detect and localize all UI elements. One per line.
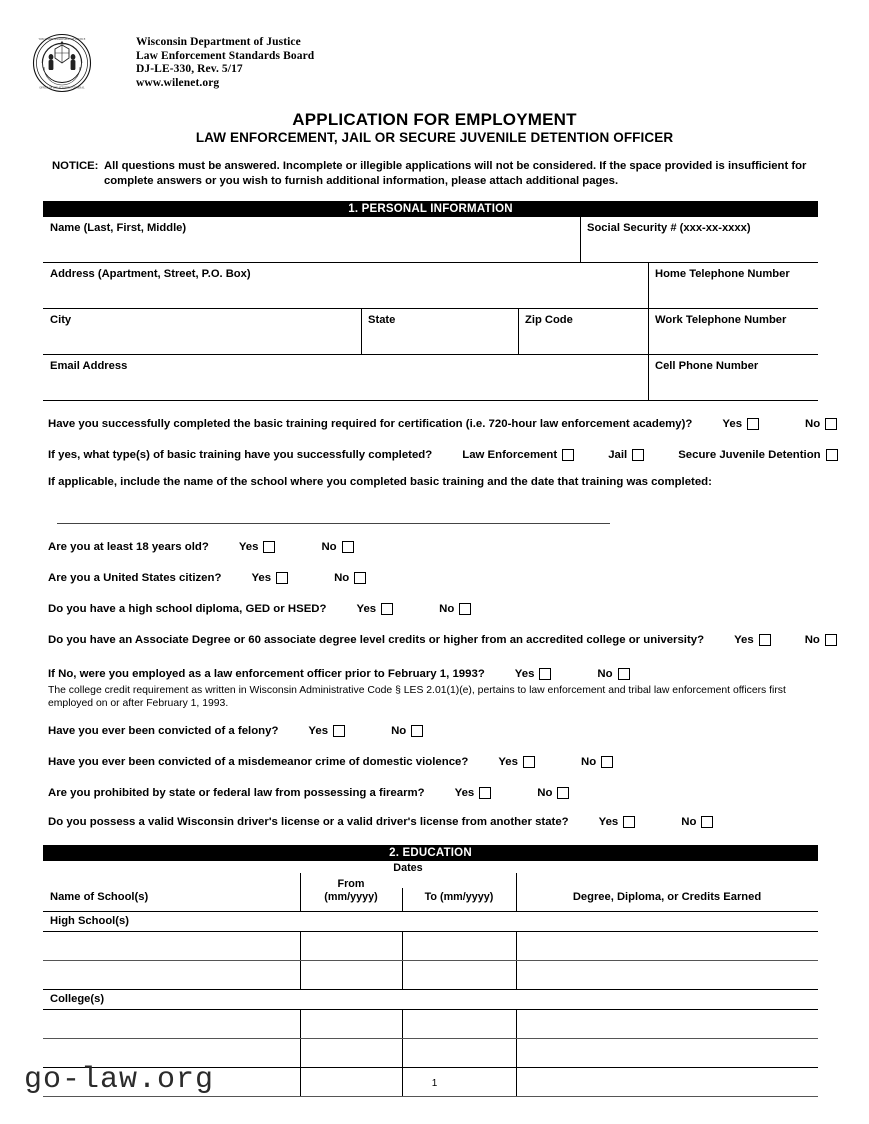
checkbox[interactable] xyxy=(342,541,354,553)
letterhead-text xyxy=(136,36,314,90)
question-felony-conviction xyxy=(48,725,423,737)
svg-text:OFFICE OF THE ATTORNEY GENERAL: OFFICE OF THE ATTORNEY GENERAL xyxy=(39,86,85,90)
checkbox[interactable] xyxy=(354,572,366,584)
column-divider xyxy=(402,888,403,912)
prior-1993-no[interactable] xyxy=(597,668,629,680)
field-name[interactable]: Name (Last, First, Middle) xyxy=(50,222,187,234)
question-label: If applicable, include the name of the school where you completed basic training and the date that training was completed: xyxy=(48,476,712,488)
us-citizen-yes[interactable] xyxy=(251,572,288,584)
training-type-jail[interactable] xyxy=(608,449,644,461)
checkbox[interactable] xyxy=(825,418,837,430)
checkbox[interactable] xyxy=(459,603,471,615)
table-row[interactable] xyxy=(43,961,818,990)
age-18-no[interactable] xyxy=(321,541,353,553)
diploma-yes[interactable] xyxy=(356,603,393,615)
diploma-no[interactable] xyxy=(439,603,471,615)
table-row xyxy=(43,355,818,401)
domestic-violence-no[interactable] xyxy=(581,756,613,768)
checkbox[interactable] xyxy=(276,572,288,584)
document-title: APPLICATION FOR EMPLOYMENT xyxy=(292,110,577,129)
us-citizen-no[interactable] xyxy=(334,572,366,584)
column-divider xyxy=(402,1039,403,1067)
felony-no[interactable] xyxy=(391,725,423,737)
no-label: No xyxy=(597,668,613,680)
question-label: Have you ever been convicted of a felony? xyxy=(48,725,279,737)
yes-label: Yes xyxy=(454,787,475,799)
yes-label: Yes xyxy=(251,572,272,584)
yes-label: Yes xyxy=(722,418,743,430)
checkbox[interactable] xyxy=(523,756,535,768)
education-group-high-school: High School(s) xyxy=(43,912,818,932)
question-domestic-violence-conviction xyxy=(48,756,613,768)
education-table-header xyxy=(43,861,818,912)
domestic-violence-yes[interactable] xyxy=(498,756,535,768)
school-name-write-line[interactable] xyxy=(57,523,610,524)
question-label: Do you have an Associate Degree or 60 associate degree level credits or higher from an accredited college or university? xyxy=(48,634,705,646)
question-label: If No, were you employed as a law enforcement officer prior to February 1, 1993? xyxy=(48,668,485,680)
checkbox[interactable] xyxy=(618,668,630,680)
college-credit-requirement-note: The college credit requirement as written in Wisconsin Administrative Code § LES 2.01(1)(e), pertains to law enforcement and tribal law enforcement officers first employed on or after February 1, 1993. xyxy=(48,685,786,709)
wisconsin-doj-seal-icon xyxy=(32,33,92,93)
checkbox[interactable] xyxy=(632,449,644,461)
firearm-yes[interactable] xyxy=(455,787,492,799)
column-divider xyxy=(300,961,301,989)
personal-information-table xyxy=(43,217,818,401)
column-divider xyxy=(402,961,403,989)
question-us-citizen xyxy=(48,572,366,584)
yes-label: Yes xyxy=(238,541,259,553)
law-enforcement-label: Law Enforcement xyxy=(462,449,558,461)
checkbox[interactable] xyxy=(557,787,569,799)
checkbox[interactable] xyxy=(411,725,423,737)
checkbox[interactable] xyxy=(825,634,837,646)
column-divider xyxy=(516,932,517,960)
section-header-education: 2. EDUCATION xyxy=(43,845,818,861)
letterhead-line-2: Law Enforcement Standards Board xyxy=(136,49,315,62)
checkbox[interactable] xyxy=(479,787,491,799)
checkbox[interactable] xyxy=(539,668,551,680)
document-subtitle: LAW ENFORCEMENT, JAIL OR SECURE JUVENILE DETENTION OFFICER xyxy=(195,130,674,145)
no-label: No xyxy=(334,572,350,584)
associate-degree-yes[interactable] xyxy=(734,634,771,646)
field-cell-phone[interactable]: Cell Phone Number xyxy=(655,360,759,372)
no-label: No xyxy=(391,725,407,737)
column-header-from xyxy=(300,878,402,904)
no-label: No xyxy=(321,541,337,553)
field-social-security[interactable]: Social Security # (xxx-xx-xxxx) xyxy=(587,222,751,234)
watermark: go-law.org xyxy=(24,1063,215,1097)
question-age-18 xyxy=(48,541,354,553)
letterhead xyxy=(32,33,314,93)
field-home-telephone[interactable]: Home Telephone Number xyxy=(655,268,790,280)
training-type-secure-juvenile-detention[interactable] xyxy=(678,449,837,461)
no-label: No xyxy=(580,756,597,768)
field-work-telephone[interactable]: Work Telephone Number xyxy=(655,314,787,326)
education-table xyxy=(43,861,818,1097)
field-email-address[interactable]: Email Address xyxy=(50,360,128,372)
no-label: No xyxy=(805,418,821,430)
page-number: 1 xyxy=(431,1078,438,1089)
checkbox[interactable] xyxy=(623,816,635,828)
column-header-to: To (mm/yyyy) xyxy=(424,891,494,903)
yes-label: Yes xyxy=(498,756,518,768)
table-row xyxy=(43,309,818,355)
question-label: Have you ever been convicted of a misdemeanor crime of domestic violence? xyxy=(48,756,469,768)
column-divider xyxy=(516,961,517,989)
from-label: From xyxy=(337,878,365,890)
field-state[interactable]: State xyxy=(368,314,396,326)
section-header-personal-information: 1. PERSONAL INFORMATION xyxy=(43,201,818,217)
question-label: Are you at least 18 years old? xyxy=(48,541,209,553)
column-divider xyxy=(402,1010,403,1038)
no-label: No xyxy=(804,634,820,646)
question-firearm-prohibition xyxy=(48,787,569,799)
question-label: Have you successfully completed the basic training required for certification (i.e. 720-hour law enforcement academy)? xyxy=(48,418,693,430)
column-divider xyxy=(516,1039,517,1067)
no-label: No xyxy=(537,787,553,799)
checkbox[interactable] xyxy=(601,756,613,768)
education-group-college: College(s) xyxy=(43,990,818,1010)
question-label: Do you possess a valid Wisconsin driver's license or a valid driver's license from another state? xyxy=(48,816,569,828)
basic-training-yes[interactable] xyxy=(722,418,759,430)
prior-1993-yes[interactable] xyxy=(515,668,552,680)
checkbox[interactable] xyxy=(759,634,771,646)
question-high-school-diploma xyxy=(48,603,471,615)
yes-label: Yes xyxy=(734,634,754,646)
question-label: If yes, what type(s) of basic training have you successfully completed? xyxy=(48,449,433,461)
secure-juvenile-detention-label: Secure Juvenile Detention xyxy=(678,449,821,461)
firearm-no[interactable] xyxy=(537,787,569,799)
field-address[interactable]: Address (Apartment, Street, P.O. Box) xyxy=(50,268,251,280)
basic-training-no[interactable] xyxy=(805,418,837,430)
table-row xyxy=(43,263,818,309)
no-label: No xyxy=(681,816,697,828)
column-divider xyxy=(402,932,403,960)
associate-degree-no[interactable] xyxy=(805,634,837,646)
drivers-license-no[interactable] xyxy=(681,816,713,828)
from-format: (mm/yyyy) xyxy=(324,891,378,903)
notice-block xyxy=(52,159,812,188)
question-associate-degree xyxy=(48,634,837,646)
checkbox[interactable] xyxy=(263,541,275,553)
column-header-dates: Dates xyxy=(393,862,423,874)
column-header-degree: Degree, Diploma, or Credits Earned xyxy=(572,891,762,903)
age-18-yes[interactable] xyxy=(239,541,276,553)
checkbox[interactable] xyxy=(333,725,345,737)
yes-label: Yes xyxy=(514,668,535,680)
jail-label: Jail xyxy=(608,449,628,461)
column-divider xyxy=(516,1010,517,1038)
question-drivers-license xyxy=(48,816,713,828)
column-divider xyxy=(300,1010,301,1038)
yes-label: Yes xyxy=(598,816,619,828)
field-city[interactable]: City xyxy=(50,314,72,326)
letterhead-line-3: DJ-LE-330, Rev. 5/17 xyxy=(136,63,243,75)
checkbox[interactable] xyxy=(562,449,574,461)
letterhead-line-1: Wisconsin Department of Justice xyxy=(136,36,301,48)
checkbox[interactable] xyxy=(381,603,393,615)
table-row[interactable] xyxy=(43,1010,818,1039)
question-basic-training xyxy=(48,418,837,430)
question-label: Are you a United States citizen? xyxy=(48,572,222,584)
column-divider xyxy=(300,932,301,960)
checkbox[interactable] xyxy=(826,449,838,461)
svg-text:WISCONSIN DEPARTMENT OF JUSTIC: WISCONSIN DEPARTMENT OF JUSTICE xyxy=(38,38,86,42)
column-divider xyxy=(516,873,517,912)
column-divider xyxy=(300,1039,301,1067)
column-header-name-of-schools: Name of School(s) xyxy=(50,891,149,903)
question-label: Are you prohibited by state or federal law from possessing a firearm? xyxy=(48,787,425,799)
question-employed-prior-1993 xyxy=(48,668,630,680)
checkbox[interactable] xyxy=(701,816,713,828)
drivers-license-yes[interactable] xyxy=(599,816,636,828)
column-divider xyxy=(300,873,301,912)
question-school-name-prompt xyxy=(48,476,718,488)
yes-label: Yes xyxy=(308,725,329,737)
training-type-law-enforcement[interactable] xyxy=(462,449,574,461)
notice-body: All questions must be answered. Incomplete or illegible applications will not be considered. If the space provided is insufficient for complete answers or you wish to furnish additional information, please attach additional pages. xyxy=(104,160,807,187)
checkbox[interactable] xyxy=(747,418,759,430)
question-training-types xyxy=(48,449,838,461)
table-row[interactable] xyxy=(43,932,818,961)
question-label: Do you have a high school diploma, GED or HSED? xyxy=(48,603,327,615)
field-zip-code[interactable]: Zip Code xyxy=(525,314,573,326)
yes-label: Yes xyxy=(356,603,377,615)
letterhead-line-4: www.wilenet.org xyxy=(136,76,220,89)
felony-yes[interactable] xyxy=(308,725,345,737)
table-row xyxy=(43,217,818,263)
notice-label: NOTICE: xyxy=(52,160,99,172)
no-label: No xyxy=(439,603,455,615)
